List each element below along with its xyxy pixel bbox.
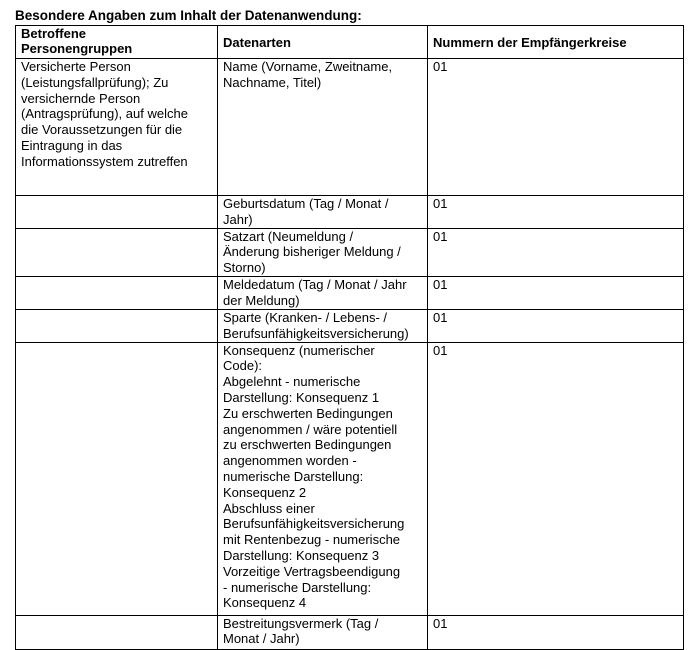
cell-empfaengerkreis <box>428 615 684 649</box>
cell-text-line: Zu erschwerten Bedingungen <box>223 405 393 421</box>
cell-text-line: Satzart (Neumeldung / <box>223 228 354 244</box>
header-line: Nummern der Empfängerkreise <box>433 34 627 50</box>
data-table <box>15 25 684 650</box>
cell-text-line: Geburtsdatum (Tag / Monat / <box>223 196 389 211</box>
cell-datenart <box>218 59 428 196</box>
document-heading: Besondere Angaben zum Inhalt der Datenanwendung: <box>15 8 362 23</box>
cell-text-line: Meldedatum (Tag / Monat / Jahr <box>223 276 407 292</box>
cell-text-line: Konsequenz (numerischer <box>223 342 375 358</box>
cell-personengruppe <box>16 59 218 196</box>
cell-empfaengerkreis <box>428 59 684 196</box>
cell-datenart <box>218 615 428 649</box>
cell-datenart <box>218 276 428 309</box>
cell-text-line: Darstellung: Konsequenz 1 <box>223 389 380 405</box>
cell-text-line: - numerische Darstellung: <box>223 579 372 595</box>
cell-text-line: Konsequenz 4 <box>223 595 307 611</box>
cell-personengruppe <box>16 196 218 229</box>
cell-text-line: Vorzeitige Vertragsbeendigung <box>223 563 401 579</box>
cell-text-line: mit Rentenbezug - numerische <box>223 532 401 548</box>
header-line: Betroffene <box>21 26 87 41</box>
cell-text-line: (Leistungsfallprüfung); Zu <box>21 74 169 90</box>
cell-text-line: Name (Vorname, Zweitname, <box>223 59 393 74</box>
cell-personengruppe <box>16 342 218 615</box>
cell-text-line: Jahr) <box>223 211 253 227</box>
header-line: Personengruppen <box>21 41 133 56</box>
cell-personengruppe <box>16 228 218 276</box>
cell-datenart <box>218 309 428 342</box>
cell-text-line: Storno) <box>223 260 266 276</box>
table-header-row <box>16 26 684 59</box>
cell-personengruppe <box>16 309 218 342</box>
cell-text-line: versichernde Person <box>21 90 141 106</box>
cell-text-line: Abschluss einer <box>223 500 315 516</box>
cell-datenart <box>218 342 428 615</box>
cell-text-line: Berufsunfähigkeitsversicherung) <box>223 325 409 341</box>
cell-text-line: 01 <box>433 309 448 325</box>
table-row <box>16 196 684 229</box>
cell-text-line: die Voraussetzungen für die <box>21 122 183 138</box>
header-line: Datenarten <box>223 34 291 50</box>
cell-text-line: 01 <box>433 228 448 244</box>
cell-text-line: Nachname, Titel) <box>223 74 322 90</box>
cell-text-line: 01 <box>433 196 448 211</box>
column-header-empfaengerkreise <box>428 26 684 59</box>
cell-text-line: Eintragung in das <box>21 137 123 153</box>
cell-text-line: Berufsunfähigkeitsversicherung <box>223 516 405 532</box>
cell-text-line: zu erschwerten Bedingungen <box>223 437 392 453</box>
cell-text-line: der Meldung) <box>223 292 300 308</box>
cell-datenart <box>218 228 428 276</box>
table-row <box>16 276 684 309</box>
cell-text-line: Sparte (Kranken- / Lebens- / <box>223 309 388 325</box>
cell-text-line: Versicherte Person <box>21 59 131 74</box>
column-header-personengruppen <box>16 26 218 59</box>
cell-empfaengerkreis <box>428 342 684 615</box>
table-row <box>16 59 684 196</box>
cell-personengruppe <box>16 276 218 309</box>
table-body <box>16 59 684 650</box>
table-row <box>16 615 684 649</box>
cell-text-line: Informationssystem zutreffen <box>21 153 188 169</box>
cell-text-line: 01 <box>433 59 448 74</box>
cell-text-line: 01 <box>433 615 448 631</box>
table-row <box>16 228 684 276</box>
cell-text-line: numerische Darstellung: <box>223 468 364 484</box>
table-row <box>16 309 684 342</box>
cell-text-line: angenommen worden - <box>223 453 357 469</box>
cell-empfaengerkreis <box>428 276 684 309</box>
cell-text-line: Monat / Jahr) <box>223 631 300 647</box>
cell-text-line: 01 <box>433 276 448 292</box>
cell-text-line: Änderung bisheriger Meldung / <box>223 244 401 260</box>
table-row <box>16 342 684 615</box>
cell-text-line: Konsequenz 2 <box>223 484 307 500</box>
cell-text-line: angenommen / wäre potentiell <box>223 421 398 437</box>
cell-text-line: Darstellung: Konsequenz 3 <box>223 547 380 563</box>
cell-text-line: Abgelehnt - numerische <box>223 374 361 390</box>
cell-personengruppe <box>16 615 218 649</box>
cell-empfaengerkreis <box>428 228 684 276</box>
cell-empfaengerkreis <box>428 196 684 229</box>
cell-text-line: Bestreitungsvermerk (Tag / <box>223 615 379 631</box>
cell-empfaengerkreis <box>428 309 684 342</box>
cell-datenart <box>218 196 428 229</box>
cell-text-line: Code): <box>223 358 263 374</box>
cell-text-line: 01 <box>433 342 448 358</box>
cell-text-line: (Antragsprüfung), auf welche <box>21 106 188 122</box>
column-header-datenarten <box>218 26 428 59</box>
